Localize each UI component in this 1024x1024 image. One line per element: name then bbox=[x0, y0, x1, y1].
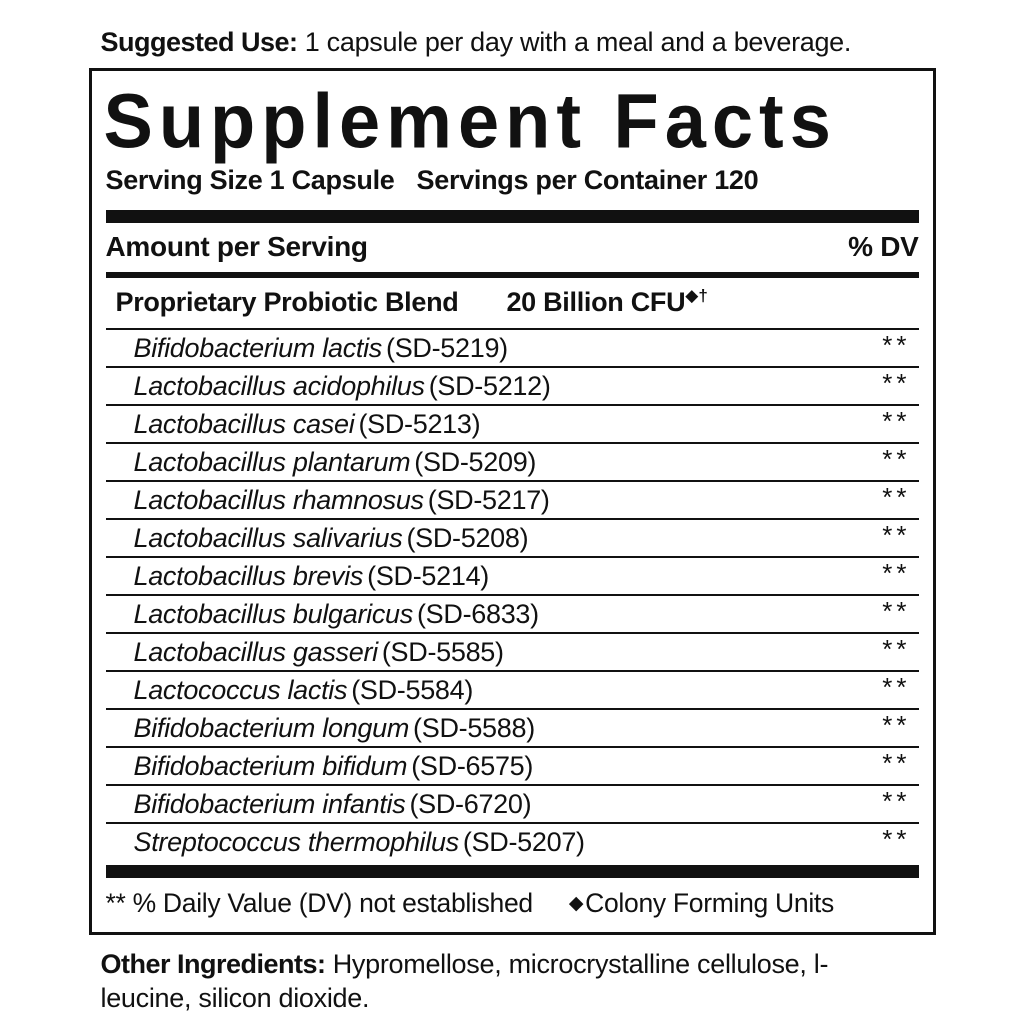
ingredient-row bbox=[106, 672, 919, 710]
ingredient-dv-value: ** bbox=[882, 748, 911, 778]
ingredient-name bbox=[134, 786, 532, 822]
footnote-row bbox=[106, 878, 919, 932]
servings-per-container: Servings per Container 120 bbox=[416, 165, 759, 195]
ingredient-rows bbox=[106, 328, 919, 862]
ingredient-dv-value: ** bbox=[882, 444, 911, 474]
ingredient-dv-value: ** bbox=[882, 710, 911, 740]
ingredient-name bbox=[134, 672, 474, 708]
ingredient-dv-value: ** bbox=[882, 406, 911, 436]
suggested-use-label: Suggested Use: bbox=[100, 27, 298, 57]
diamond-mark-icon: ◆ bbox=[568, 893, 584, 914]
ingredient-strain-code: (SD-6720) bbox=[409, 789, 532, 819]
supplement-label-page bbox=[89, 0, 936, 1015]
suggested-use-text: 1 capsule per day with a meal and a beverage. bbox=[304, 27, 852, 57]
ingredient-dv-value: ** bbox=[882, 368, 911, 398]
ingredient-name bbox=[134, 596, 539, 632]
ingredient-row bbox=[106, 520, 919, 558]
ingredient-dv-value: ** bbox=[882, 672, 911, 702]
other-ingredients-text: Hypromellose, microcrystalline cellulose, l-leucine, silicon dioxide. bbox=[100, 949, 829, 1013]
column-header-row bbox=[106, 223, 919, 272]
ingredient-name bbox=[134, 444, 537, 480]
divider-bar-bottom bbox=[106, 865, 919, 878]
ingredient-row bbox=[106, 748, 919, 786]
ingredient-strain-code: (SD-5207) bbox=[462, 827, 585, 857]
ingredient-name bbox=[134, 520, 529, 556]
dv-footnote: ** % Daily Value (DV) not established bbox=[105, 888, 533, 918]
cfu-footnote-text: Colony Forming Units bbox=[585, 888, 834, 918]
ingredient-species: Lactobacillus bulgaricus bbox=[133, 599, 413, 629]
ingredient-dv-value: ** bbox=[882, 520, 911, 550]
ingredient-species: Bifidobacterium longum bbox=[133, 713, 410, 743]
ingredient-species: Lactobacillus acidophilus bbox=[133, 371, 425, 401]
ingredient-row bbox=[106, 596, 919, 634]
ingredient-name bbox=[134, 634, 504, 670]
suggested-use-line bbox=[89, 26, 936, 58]
blend-amount bbox=[506, 287, 707, 318]
ingredient-name bbox=[134, 558, 489, 594]
other-ingredients-label: Other Ingredients: bbox=[100, 949, 326, 979]
ingredient-row bbox=[106, 444, 919, 482]
ingredient-strain-code: (SD-5585) bbox=[381, 637, 504, 667]
ingredient-dv-value: ** bbox=[882, 634, 911, 664]
ingredient-species: Streptococcus thermophilus bbox=[133, 827, 459, 857]
ingredient-row bbox=[106, 482, 919, 520]
serving-info-line bbox=[106, 165, 919, 196]
ingredient-strain-code: (SD-6833) bbox=[416, 599, 539, 629]
ingredient-name bbox=[134, 824, 585, 862]
ingredient-row bbox=[106, 786, 919, 824]
ingredient-dv-value: ** bbox=[882, 330, 911, 360]
ingredient-dv-value: ** bbox=[882, 482, 911, 512]
ingredient-species: Bifidobacterium infantis bbox=[133, 789, 406, 819]
ingredient-species: Bifidobacterium bifidum bbox=[133, 751, 408, 781]
ingredient-name bbox=[134, 482, 550, 518]
ingredient-strain-code: (SD-5213) bbox=[358, 409, 481, 439]
ingredient-name bbox=[134, 368, 551, 404]
divider-bar-top bbox=[106, 210, 919, 223]
panel-title: Supplement Facts bbox=[103, 77, 837, 165]
ingredient-strain-code: (SD-5209) bbox=[414, 447, 537, 477]
ingredient-strain-code: (SD-5214) bbox=[367, 561, 489, 591]
ingredient-strain-code: (SD-5588) bbox=[413, 713, 535, 743]
ingredient-species: Bifidobacterium lactis bbox=[133, 333, 383, 363]
ingredient-strain-code: (SD-6575) bbox=[411, 751, 534, 781]
ingredient-name bbox=[134, 710, 535, 746]
amount-per-serving-header: Amount per Serving bbox=[105, 231, 368, 262]
ingredient-strain-code: (SD-5208) bbox=[406, 523, 529, 553]
dv-header: % DV bbox=[848, 231, 919, 262]
ingredient-row bbox=[106, 406, 919, 444]
ingredient-row bbox=[106, 368, 919, 406]
proprietary-blend-row bbox=[106, 278, 919, 328]
ingredient-species: Lactobacillus casei bbox=[133, 409, 355, 439]
ingredient-dv-value: ** bbox=[882, 786, 911, 816]
ingredient-species: Lactobacillus gasseri bbox=[133, 637, 378, 667]
blend-name: Proprietary Probiotic Blend bbox=[115, 287, 459, 317]
ingredient-row bbox=[106, 558, 919, 596]
other-ingredients-line bbox=[89, 947, 909, 1015]
blend-footnote-marks: ◆† bbox=[685, 286, 708, 305]
ingredient-dv-value: ** bbox=[882, 824, 911, 854]
blend-amount-value: 20 Billion CFU bbox=[506, 287, 686, 317]
ingredient-row bbox=[106, 710, 919, 748]
ingredient-name bbox=[134, 330, 508, 366]
cfu-footnote bbox=[569, 888, 834, 919]
ingredient-row bbox=[106, 330, 919, 368]
ingredient-species: Lactobacillus rhamnosus bbox=[133, 485, 424, 515]
ingredient-name bbox=[134, 748, 534, 784]
ingredient-strain-code: (SD-5212) bbox=[428, 371, 551, 401]
ingredient-strain-code: (SD-5219) bbox=[386, 333, 508, 363]
supplement-facts-panel bbox=[89, 68, 936, 935]
ingredient-species: Lactobacillus brevis bbox=[133, 561, 364, 591]
ingredient-species: Lactobacillus plantarum bbox=[133, 447, 411, 477]
ingredient-row bbox=[106, 824, 919, 862]
ingredient-dv-value: ** bbox=[882, 596, 911, 626]
ingredient-strain-code: (SD-5217) bbox=[427, 485, 550, 515]
ingredient-name bbox=[134, 406, 481, 442]
ingredient-strain-code: (SD-5584) bbox=[351, 675, 474, 705]
ingredient-dv-value: ** bbox=[882, 558, 911, 588]
serving-size: Serving Size 1 Capsule bbox=[105, 165, 395, 195]
ingredient-species: Lactococcus lactis bbox=[133, 675, 348, 705]
ingredient-row bbox=[106, 634, 919, 672]
ingredient-species: Lactobacillus salivarius bbox=[133, 523, 403, 553]
